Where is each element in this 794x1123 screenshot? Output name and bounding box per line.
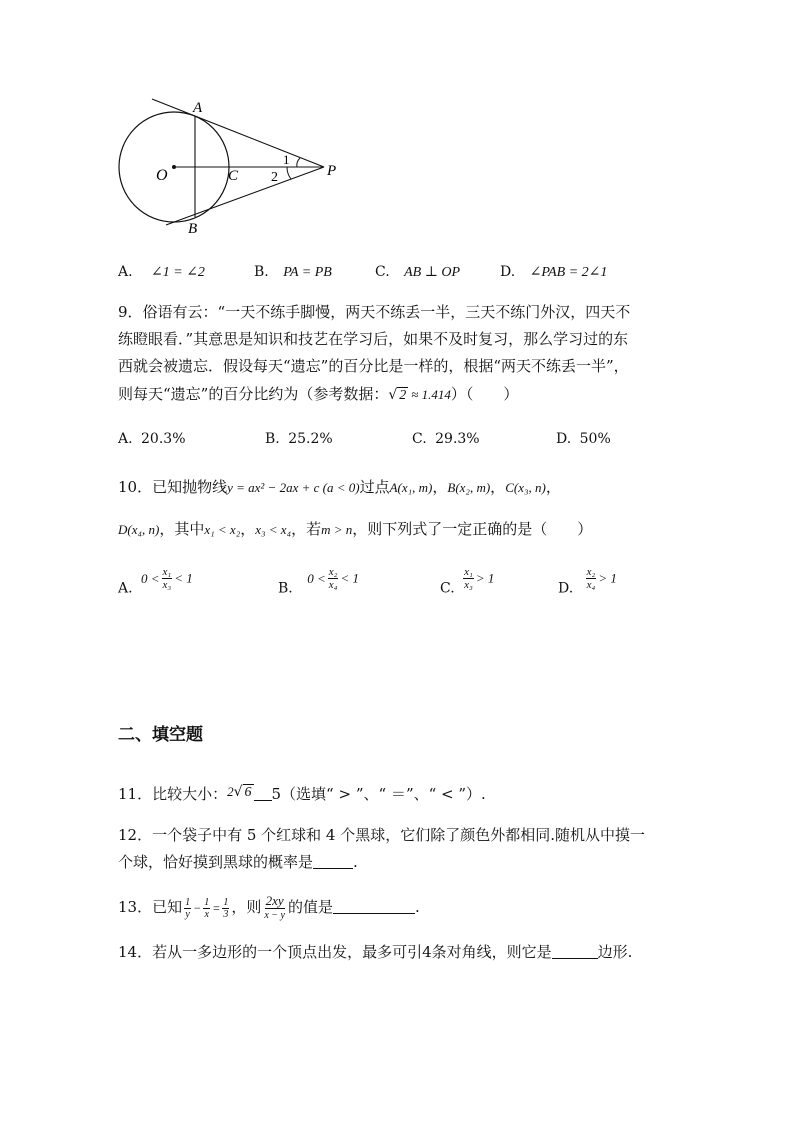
fraction: $\frac{1}{x}$: [204, 896, 210, 920]
q8-option-a[interactable]: A. ∠1 = ∠2: [118, 264, 205, 280]
label-angle-1: 1: [283, 152, 290, 167]
q8-option-c[interactable]: C. AB ⊥ OP: [375, 264, 461, 280]
sqrt-2: √ 2: [388, 387, 407, 403]
fraction: $\frac{\text{x₁}}{\text{x₃}}$: [464, 566, 473, 591]
angle-arc-2: [287, 167, 291, 179]
label-o: O: [156, 167, 168, 184]
fraction: $\frac{\text{x₂}}{\text{x₄}}$: [586, 566, 596, 591]
label-c: C: [228, 168, 239, 184]
q12-line-2: 个球，恰好摸到黑球的概率是 .: [118, 853, 358, 871]
sqrt-6: √ 6: [233, 784, 252, 800]
q9-line-1: 9．俗语有云：“一天不练手脚慢，两天不练丢一半，三天不练门外汉，四天不: [118, 303, 631, 321]
answer-blank[interactable]: [313, 854, 353, 869]
q12-line-1: 12．一个袋子中有 5 个红球和 4 个黑球，它们除了颜色外都相同.随机从中摸一: [118, 826, 646, 844]
q9-line-3: 西就会被遗忘．假设每天“遗忘”的百分比是一样的，根据“两天不练丢一半”，: [118, 357, 629, 375]
label-a: A: [193, 100, 203, 116]
center-point: [172, 165, 176, 169]
geometry-figure: [110, 95, 350, 240]
section-heading-fill-blank: 二、填空题: [118, 725, 203, 745]
q9-line-2: 练瞪眼看．”其意思是知识和技艺在学习后，如果不及时复习，那么学习过的东: [118, 330, 629, 348]
answer-blank[interactable]: [254, 786, 272, 801]
q9-option-b[interactable]: B. 25.2%: [265, 431, 333, 447]
q10-option-a[interactable]: A. 0 < $\frac{\text{x₁}}{\text{x₃}}$ < 1: [118, 566, 193, 597]
label-angle-2: 2: [271, 170, 278, 185]
angle-arc-1: [297, 158, 300, 167]
q10-option-c[interactable]: C. $\frac{\text{x₁}}{\text{x₃}}$ > 1: [440, 566, 495, 597]
tangent-line-upper: [152, 99, 324, 167]
q10-option-d[interactable]: D. $\frac{\text{x₂}}{\text{x₄}}$ > 1: [558, 566, 617, 597]
q10-line-1: 10．已知抛物线y = ax² − 2ax + c (a < 0)过点A(x₁, m)，B(x₂, m)，C(x₃, n)，: [118, 478, 561, 496]
fraction: $\frac{\text{x₁}}{\text{x₃}}$: [162, 566, 172, 591]
fraction: $\frac{1}{3}$: [223, 896, 229, 920]
label-b: B: [188, 221, 198, 237]
q9-option-c[interactable]: C. 29.3%: [412, 431, 480, 447]
q8-option-d[interactable]: D. ∠PAB = 2∠1: [500, 264, 608, 280]
label-p: P: [327, 163, 337, 179]
fraction: $\frac{1}{y}$: [185, 896, 191, 920]
tangent-line-lower: [166, 167, 324, 225]
fraction: $\frac{2xy}{x - y}$: [264, 892, 285, 921]
answer-blank[interactable]: [552, 944, 598, 959]
q9-line-4: 则每天“遗忘”的百分比约为（参考数据：√ 2 ≈ 1.414）（ ）: [118, 380, 518, 410]
q10-line-2: D(x₄, n)，其中x₁ < x₂，x₃ < x₄，若m > n，则下列式了一定正确的是（ ）: [118, 520, 593, 538]
question-11: 11．比较大小：2√ 6 5（选填“ > ”、“ ＝”、“ < ”）.: [118, 778, 486, 808]
question-13: 13．已知 $\frac{1}{y}$ − $\frac{1}{x}$ = $\frac{1}{3}$ ，则 $\frac{2xy}{x - y}$ 的值是 .: [118, 892, 420, 921]
fraction: $\frac{\text{x₂}}{\text{x₄}}$: [328, 566, 338, 591]
answer-blank[interactable]: [333, 899, 415, 914]
q8-option-b[interactable]: B. PA = PB: [254, 264, 332, 280]
q10-option-b[interactable]: B. 0 < $\frac{\text{x₂}}{\text{x₄}}$ < 1: [278, 566, 359, 597]
q9-option-d[interactable]: D. 50%: [556, 431, 611, 447]
question-14: 14．若从一多边形的一个顶点出发，最多可引4条对角线，则它是 边形.: [118, 943, 633, 961]
q9-option-a[interactable]: A. 20.3%: [118, 431, 186, 447]
